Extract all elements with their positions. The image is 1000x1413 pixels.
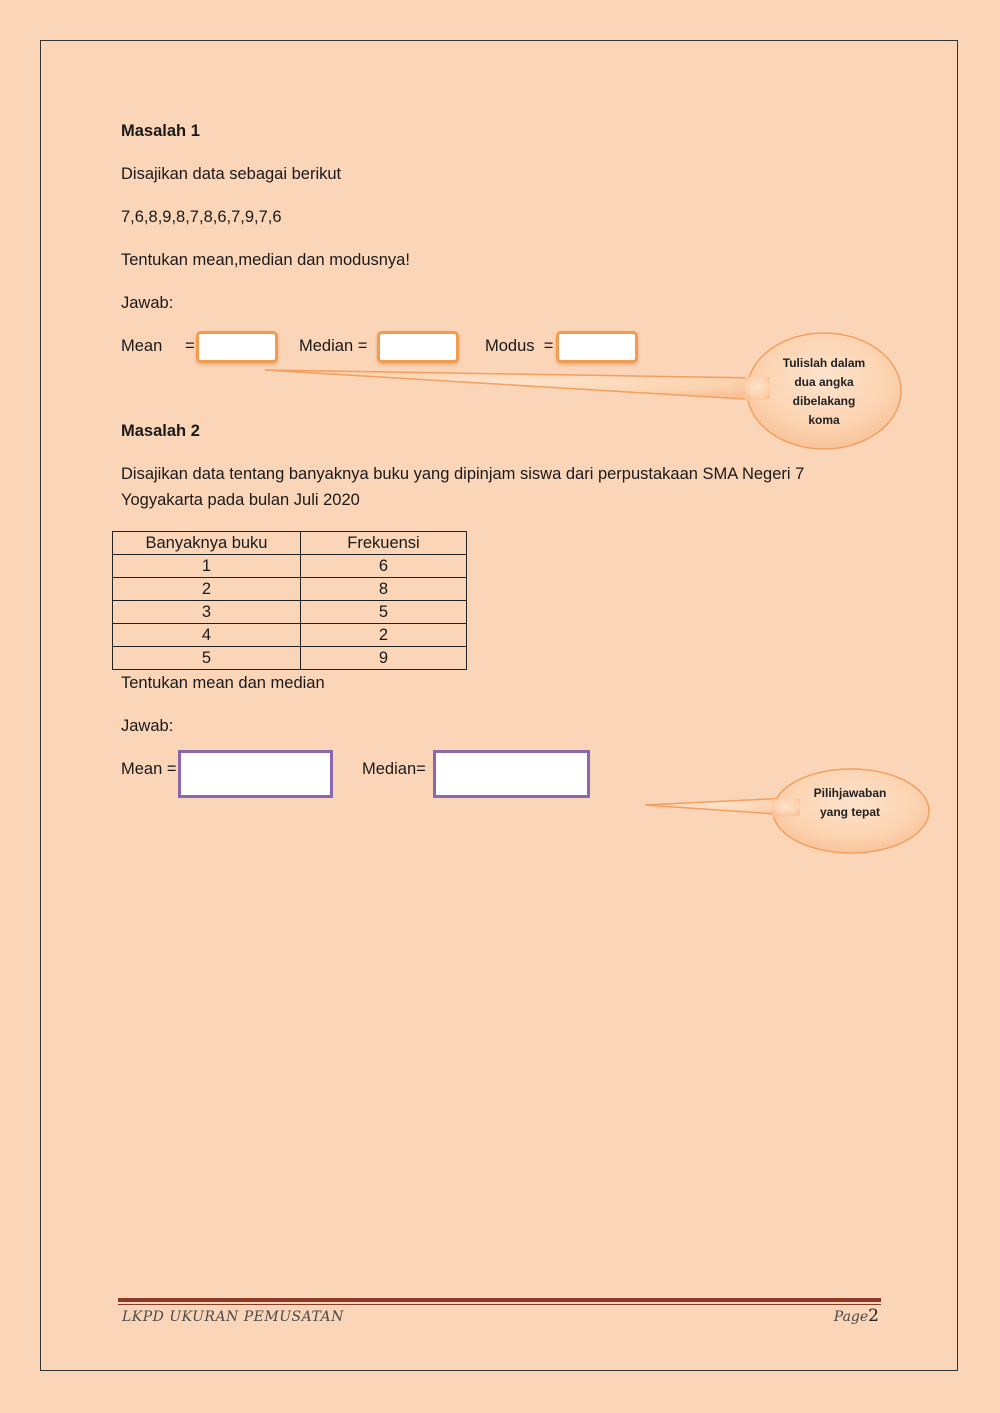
problem2-intro-line1: Disajikan data tentang banyaknya buku yang dipinjam siswa dari perpustakaan SMA Negeri 7 [121,465,805,483]
footer-rule-thin [118,1304,881,1305]
footer-rule-thick [118,1298,881,1302]
table-header-row [113,532,467,555]
problem1-mean-label: Mean [121,337,163,355]
table-cell: 4 [113,624,301,647]
table-row [113,578,467,601]
table-row [113,624,467,647]
hint-callout-2-text [790,784,910,822]
table-cell: 3 [113,601,301,624]
footer-page-word: Page [833,1309,869,1325]
footer-page [834,1306,879,1326]
problem1-answer-label: Jawab: [121,294,174,312]
table-row [113,601,467,624]
problem1-mean-equals: = [185,337,195,355]
median-answer-select[interactable] [433,750,590,798]
hint1-line: Tulislah dalam [782,356,866,370]
problem1-intro: Disajikan data sebagai berikut [121,165,342,183]
footer-page-number: 2 [868,1306,879,1326]
table-cell: 2 [301,624,467,647]
problem2-median-label: Median= [362,760,426,778]
problem1-title: Masalah 1 [121,122,200,140]
frequency-table [112,531,467,670]
table-cell: 6 [301,555,467,578]
table-cell: 5 [301,601,467,624]
problem1-median-label: Median = [299,337,368,355]
problem1-data: 7,6,8,9,8,7,8,6,7,9,7,6 [121,208,282,226]
table-cell: 2 [113,578,301,601]
problem2-answer-label: Jawab: [121,717,174,735]
table-cell: 5 [113,647,301,670]
problem2-question: Tentukan mean dan median [121,674,325,692]
footer-title: LKPD UKURAN PEMUSATAN [122,1309,344,1325]
hint1-line: koma [808,413,840,427]
hint2-line: Pilihjawaban [813,786,887,800]
table-cell: 9 [301,647,467,670]
problem2-intro-line2: Yogyakarta pada bulan Juli 2020 [121,491,360,509]
table-header: Frekuensi [301,532,467,555]
hint-callout-1-text [762,354,886,430]
problem1-modus-label: Modus = [485,337,554,355]
table-cell: 1 [113,555,301,578]
hint1-line: dua angka [794,375,854,389]
table-row [113,555,467,578]
mean-answer-select[interactable] [178,750,333,798]
table-header: Banyaknya buku [113,532,301,555]
table-cell: 8 [301,578,467,601]
hint1-line: dibelakang [792,394,856,408]
problem2-mean-label: Mean = [121,760,177,778]
problem1-question: Tentukan mean,median dan modusnya! [121,251,410,269]
problem2-title: Masalah 2 [121,422,200,440]
hint2-line: yang tepat [819,805,880,819]
table-row [113,647,467,670]
